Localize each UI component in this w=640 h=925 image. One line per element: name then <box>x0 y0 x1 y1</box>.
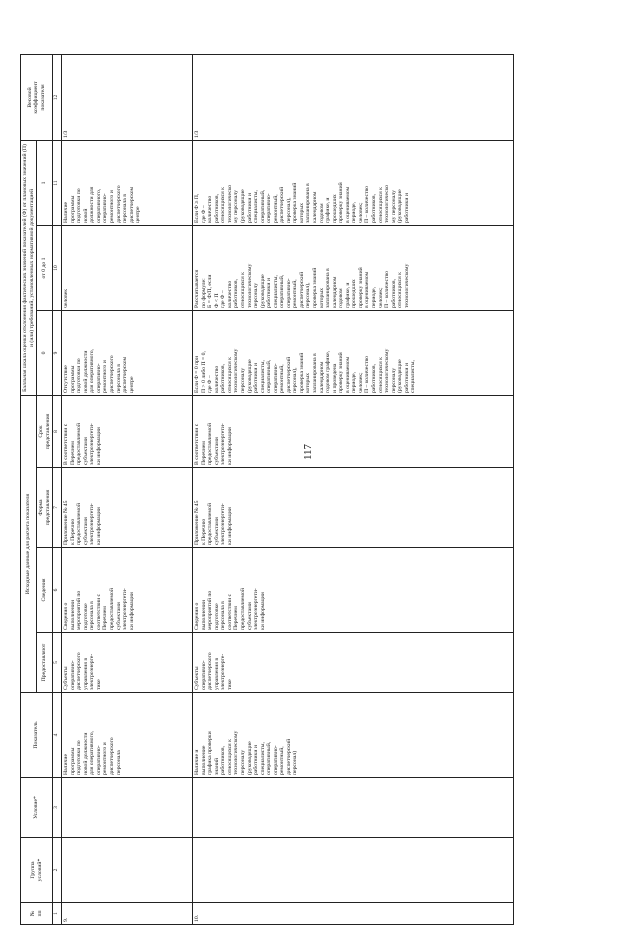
header-provider: Предоставляют <box>37 633 53 693</box>
cell-group <box>62 838 193 903</box>
column-number: 8 <box>53 395 62 467</box>
rotated-table-sheet <box>20 55 578 925</box>
cell-provider: Субъекты оперативно- диспетчерского управления в электроэнерге- тике <box>193 633 514 693</box>
row-number: 9. <box>62 903 193 925</box>
cell-score-mid: Рассчитывается по формуле: Б = Ф/П, если Ф < П где Ф – количество работников, относящихся к технологическому персоналу (руководящие работники и специалисты, оперативный, оперативно- ремонтный, диспетчерский персонал), проверка знаний которых запланирована в календарном годовом графике, и прошедших проверку знаний в оцениваемом периоде, человек; П – количество работников, относящихся к технологическому <box>193 225 514 310</box>
cell-condition <box>193 778 514 838</box>
column-number: 4 <box>53 693 62 778</box>
header-form: Форма представления <box>37 468 53 548</box>
column-number-row <box>53 54 62 924</box>
header-row-1 <box>21 54 37 924</box>
column-number: 10 <box>53 225 62 310</box>
header-score-scale: Балльная шкала оценки отклонения фактических значений показателей (Ф) от плановых значений (П) и (или) требований, установленных нормативной документацией <box>21 140 37 395</box>
header-deadline: Срок представления <box>37 395 53 467</box>
column-number: 3 <box>53 778 62 838</box>
header-condition: Условие* <box>21 778 53 838</box>
cell-indicator: Наличие программы подготовки по новой должности для оперативного, оперативно- ремонтного и диспетчерского персонала <box>62 693 193 778</box>
header-score-1: 1 <box>37 140 53 225</box>
cell-score-mid: человек <box>62 225 193 310</box>
header-source-data: Исходные данные для расчета показателя <box>21 395 37 692</box>
column-number: 5 <box>53 633 62 693</box>
row-number: 10. <box>193 903 514 925</box>
header-indicator: Показатель <box>21 693 53 778</box>
header-info: Сведения <box>37 548 53 633</box>
column-number: 12 <box>53 54 62 140</box>
cell-form: Приложение № 45 к Перечню предоставляемой субъектами электроэнергети- ки информации <box>62 468 193 548</box>
cell-info: Сведения о выполнении мероприятий по подготовке персонала в соответствии с Перечнем предоставляемой субъектами электроэнергети- ки информации <box>193 548 514 633</box>
cell-score-1: Если Ф ≥ П, где Ф – количество работников, относящихся к технологическо му персоналу (руководящие работники и специалисты, оперативный, оперативно- ремонтный, диспетчерский персонал), проверка знаний которых запланирована в календарном годовом графике, и прошедших проверку знаний в оцениваемом периоде, человек; П – количество работников, относящихся к технологическо му персоналу (руководящие работники и <box>193 140 514 225</box>
cell-group <box>193 838 514 903</box>
cell-score-0: Отсутствие программы подготовки по новой должности для оперативного, оперативно- ремонтного и диспетчерского персонала в диспетчерском центре <box>62 310 193 395</box>
column-number: 1 <box>53 903 62 925</box>
header-group: Группа условий* <box>21 838 53 903</box>
header-weight: Весовой коэффициент показателя <box>21 54 53 140</box>
cell-info: Сведения о выполнении мероприятий по подготовке персонала в соответствии с Перечнем предоставляемой субъектами электроэнергети- ки информации <box>62 548 193 633</box>
cell-score-0: Если Ф = 0 при П > 0 либо П = 0, где Ф – количество работников, относящихся к технологическому персоналу (руководящие работники и специалисты, оперативный, оперативно- ремонтный, диспетчерский персонал), проверка знаний которых запланирована в календарном годовом графике, и проведена проверку знаний в оцениваемом периоде, человек; П – количество работников, относящихся к технологическому персоналу (руководящие работники и специалисты, <box>193 310 514 395</box>
table-row <box>62 54 193 924</box>
cell-deadline: В соответствии с Перечнем предоставляемой субъектами электроэнергети- ки информации <box>62 395 193 467</box>
page-number: 117 <box>302 443 314 461</box>
header-score-0: 0 <box>37 310 53 395</box>
header-score-mid: от 0 до 1 <box>37 225 53 310</box>
cell-provider: Субъекты оперативно- диспетчерского управления в электроэнерге- тике <box>62 633 193 693</box>
column-number: 9 <box>53 310 62 395</box>
evaluation-table <box>20 54 514 925</box>
cell-indicator: Наличие и выполнение графика проверки знаний работников, относящихся к технологическому персоналу (руководящие работники и специалисты, оперативный, оперативно- ремонтный, диспетчерский персонал) <box>193 693 514 778</box>
column-number: 7 <box>53 468 62 548</box>
column-number: 11 <box>53 140 62 225</box>
column-number: 6 <box>53 548 62 633</box>
table-row <box>193 54 514 924</box>
column-number: 2 <box>53 838 62 903</box>
cell-weight: 1/3 <box>62 54 193 140</box>
cell-condition <box>62 778 193 838</box>
cell-form: Приложение № 45 к Перечню предоставляемой субъектами электроэнергети- ки информации <box>193 468 514 548</box>
cell-weight: 1/3 <box>193 54 514 140</box>
header-no: № пп <box>21 903 53 925</box>
cell-score-1: Наличие программы подготовки по новой должности для оперативного, оперативно- ремонтного и диспетчерского персонала в диспетчерском центре <box>62 140 193 225</box>
cell-deadline: В соответствии с Перечнем предоставляемой субъектами электроэнергети- ки информации <box>193 395 514 467</box>
